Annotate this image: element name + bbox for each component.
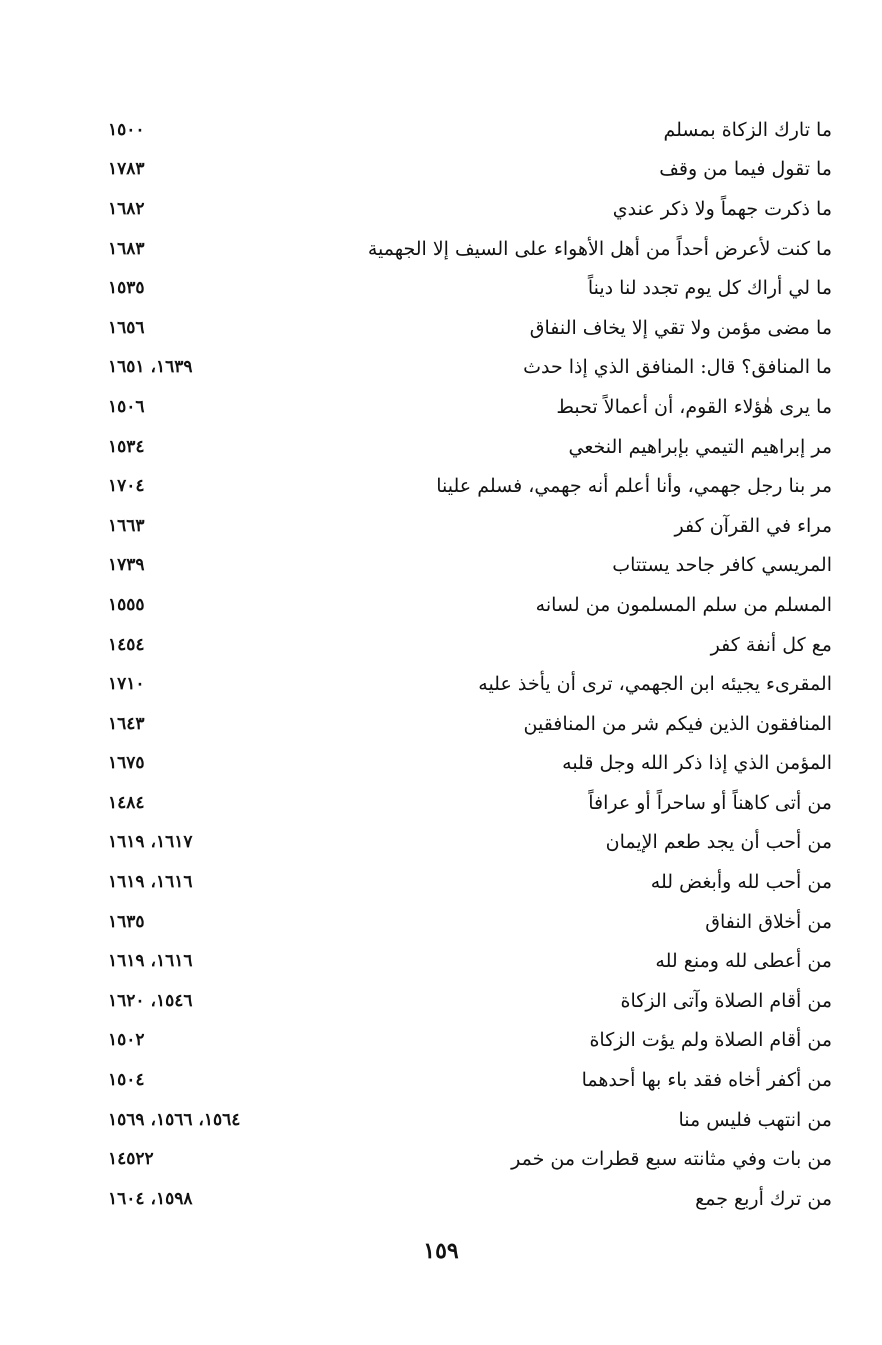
index-entry (108, 704, 832, 744)
entry-text: المقرىء يجيئه ابن الجهمي، ترى أن يأخذ عليه (478, 673, 832, 696)
index-entry (108, 546, 832, 586)
entry-refs: ١٦٨٢ (108, 198, 145, 219)
entry-text: من ترك أربع جمع (695, 1187, 832, 1210)
index-entry (108, 229, 832, 269)
entry-refs: ١٥٦٤، ١٥٦٦، ١٥٦٩ (108, 1109, 241, 1130)
entry-text: المؤمن الذي إذا ذكر الله وجل قلبه (562, 752, 832, 775)
index-entry (108, 1179, 832, 1219)
entry-text: المريسي كافر جاحد يستتاب (612, 554, 832, 577)
index-entry (108, 466, 832, 506)
index-entry (108, 110, 832, 150)
entry-refs: ١٥٤٦، ١٦٢٠ (108, 990, 193, 1011)
entry-text: من بات وفي مثانته سبع قطرات من خمر (511, 1148, 832, 1171)
index-entry (108, 427, 832, 467)
entry-text: من انتهب فليس منا (678, 1108, 832, 1131)
entry-text: مع كل أنفة كفر (710, 633, 832, 656)
entry-text: ما ذكرت جهماً ولا ذكر عندي (612, 197, 832, 220)
index-entry (108, 981, 832, 1021)
index-entry (108, 506, 832, 546)
index-entry (108, 1021, 832, 1061)
index-entry (108, 150, 832, 190)
entry-refs: ١٧٨٣ (108, 159, 145, 180)
entry-refs: ١٧٠٤ (108, 476, 145, 497)
entry-text: ما كنت لأعرض أحداً من أهل الأهواء على السيف إلا الجهمية (367, 237, 832, 260)
index-entry (108, 783, 832, 823)
index-entry (108, 902, 832, 942)
index-entry (108, 862, 832, 902)
entry-text: ما تارك الزكاة بمسلم (663, 118, 832, 141)
page-number: ١٥٩ (423, 1238, 459, 1264)
entry-refs: ١٦١٦، ١٦١٩ (108, 951, 193, 972)
entry-refs: ١٦٧٥ (108, 753, 145, 774)
entry-text: مر بنا رجل جهمي، وأنا أعلم أنه جهمي، فسلم علينا (436, 475, 832, 498)
index-entry (108, 625, 832, 665)
entry-refs: ١٦٨٣ (108, 238, 145, 259)
entry-text: من أحب لله وأبغض لله (650, 871, 832, 894)
entry-text: ما مضى مؤمن ولا تقي إلا يخاف النفاق (529, 316, 832, 339)
entry-refs: ١٧٣٩ (108, 555, 145, 576)
entry-text: من أحب أن يجد طعم الإيمان (605, 831, 832, 854)
entry-refs: ١٥٩٨، ١٦٠٤ (108, 1188, 193, 1209)
entry-text: المنافقون الذين فيكم شر من المنافقين (523, 712, 832, 735)
index-entry (108, 744, 832, 784)
index-entry (108, 1139, 832, 1179)
entry-refs: ١٦٦٣ (108, 515, 145, 536)
index-entry (108, 941, 832, 981)
entry-refs: ١٥٣٤ (108, 436, 145, 457)
index-entry (108, 664, 832, 704)
entry-text: مراء في القرآن كفر (674, 514, 832, 537)
index-entry (108, 189, 832, 229)
entry-refs: ١٦١٧، ١٦١٩ (108, 832, 193, 853)
entry-text: المسلم من سلم المسلمون من لسانه (535, 593, 832, 616)
index-entry (108, 348, 832, 388)
entry-refs: ١٦٥٦ (108, 317, 145, 338)
entry-refs: ١٤٥٢٢ (108, 1149, 154, 1170)
entry-refs: ١٦٣٥ (108, 911, 145, 932)
entry-text: ما لي أراك كل يوم تجدد لنا ديناً (587, 277, 832, 300)
entry-text: من أخلاق النفاق (705, 910, 832, 933)
entry-text: ما يرى هٰؤلاء القوم، أن أعمالاً تحبط (556, 395, 832, 418)
entry-text: من أتى كاهناً أو ساحراً أو عرافاً (588, 791, 832, 814)
entry-text: من أعطى لله ومنع لله (655, 950, 832, 973)
index-entry (108, 1100, 832, 1140)
entry-refs: ١٤٥٤ (108, 634, 145, 655)
index-entry (108, 308, 832, 348)
index-entry (108, 268, 832, 308)
entry-refs: ١٧١٠ (108, 674, 145, 695)
index-list (108, 110, 832, 1219)
entry-refs: ١٥٥٥ (108, 594, 145, 615)
index-entry (108, 823, 832, 863)
entry-text: ما المنافق؟ قال: المنافق الذي إذا حدث (523, 356, 832, 379)
entry-refs: ١٥٠٠ (108, 119, 145, 140)
entry-refs: ١٦١٦، ١٦١٩ (108, 872, 193, 893)
entry-text: من أكفر أخاه فقد باء بها أحدهما (581, 1069, 832, 1092)
entry-text: من أقام الصلاة وآتى الزكاة (620, 989, 832, 1012)
entry-refs: ١٥٠٤ (108, 1070, 145, 1091)
entry-text: من أقام الصلاة ولم يؤت الزكاة (589, 1029, 832, 1052)
entry-refs: ١٦٣٩، ١٦٥١ (108, 357, 193, 378)
index-entry (108, 387, 832, 427)
index-entry (108, 585, 832, 625)
entry-refs: ١٤٨٤ (108, 792, 145, 813)
entry-refs: ١٦٤٣ (108, 713, 145, 734)
entry-refs: ١٥٠٢ (108, 1030, 145, 1051)
entry-refs: ١٥٠٦ (108, 396, 145, 417)
entry-text: ما تقول فيما من وقف (659, 158, 832, 181)
index-entry (108, 1060, 832, 1100)
entry-refs: ١٥٣٥ (108, 278, 145, 299)
entry-text: مر إبراهيم التيمي بإبراهيم النخعي (568, 435, 832, 458)
